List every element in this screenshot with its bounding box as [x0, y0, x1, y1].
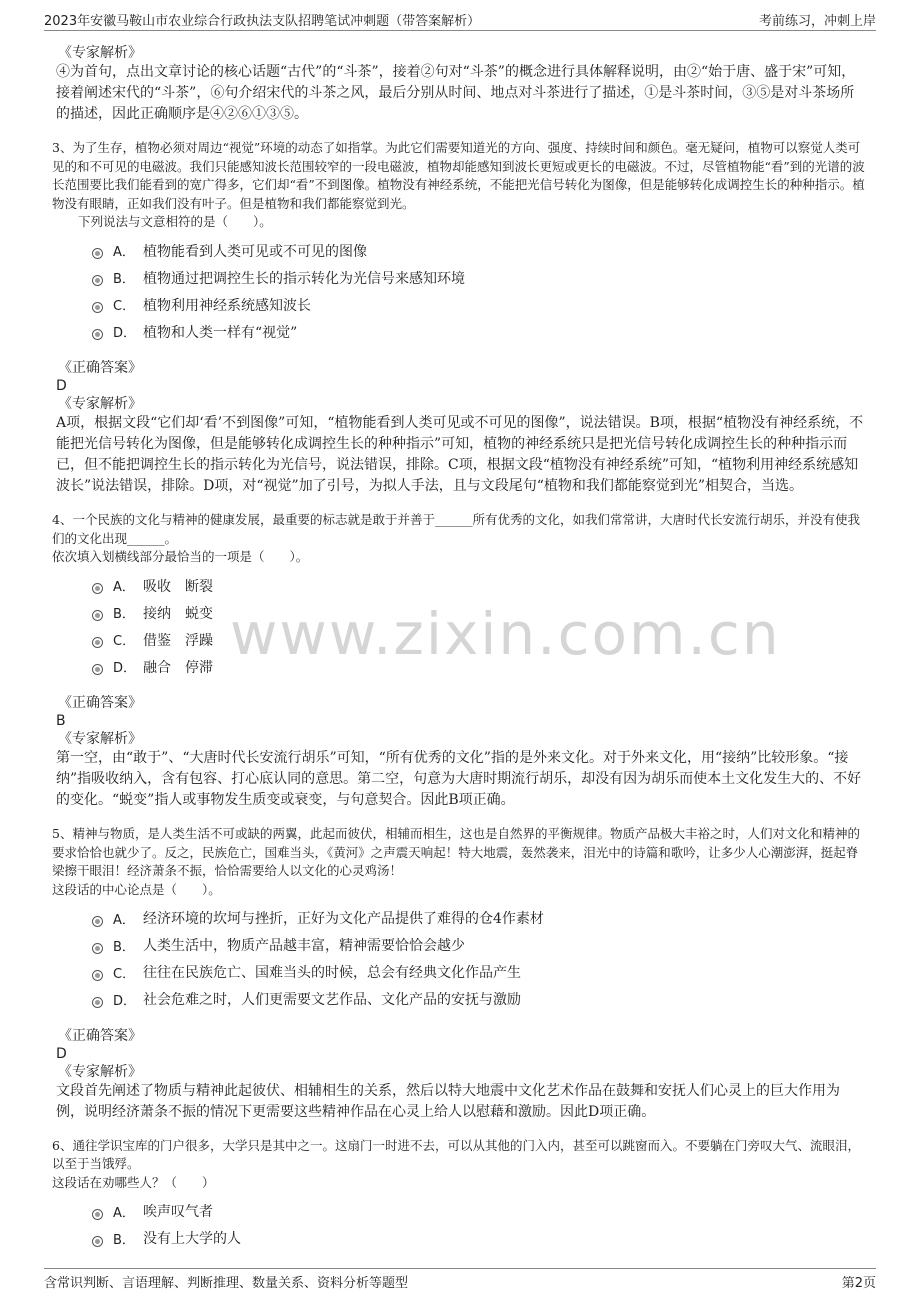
option-letter: D． — [113, 326, 137, 341]
question-6 — [52, 1137, 867, 1252]
radio-icon[interactable] — [92, 248, 103, 259]
question-prompt: 这段话的中心论点是（ ）。 — [52, 881, 221, 897]
option-list — [52, 572, 867, 680]
document-title: 2023年安徽马鞍山市农业综合行政执法支队招聘笔试冲刺题（带答案解析） — [44, 14, 481, 29]
expert-analysis-label: 《专家解析》 — [58, 731, 142, 747]
option-text: 植物能看到人类可见或不可见的图像 — [143, 243, 367, 260]
question-text: 4、一个民族的文化与精神的健康发展，最重要的标志就是敢于并善于______所有优秀的文化，如我们常常讲，大唐时代长安流行胡乐，并没有使我们的文化出现______。 — [52, 512, 860, 546]
correct-answer: D — [56, 378, 67, 394]
option-b[interactable] — [52, 932, 867, 959]
option-text: 植物利用神经系统感知波长 — [143, 297, 311, 314]
option-d[interactable] — [52, 318, 867, 345]
expert-analysis-text: A项，根据文段“它们却‘看’不到图像”可知，“植物能看到人类可见或不可见的图像”，说法错误。B项，根据“植物没有神经系统，不能把光信号转化为图像，但是能够转化成调控生长的种种指示”可知，植物的神经系统只是把光信号转化成调控生长的种种指示而已，但不能把调控生长的指示转化为光信号，说法错误，排除。C项，根据文段“植物没有神经系统”可知，“植物利用神经系统感知波长”说法错误，排除。D项，对“视觉”加了引号，为拟人手法，且与文段尾句“植物和我们都能察觉到光”相契合，当选。 — [56, 415, 864, 494]
option-a[interactable] — [52, 572, 867, 599]
radio-icon[interactable] — [92, 637, 103, 648]
question-text: 6、通往学识宝库的门户很多，大学只是其中之一。这扇门一时进不去，可以从其他的门入内，甚至可以跳窗而入。不要躺在门旁叹大气、流眼泪，以至于当饿殍。 — [52, 1137, 860, 1171]
option-letter: C． — [113, 634, 136, 649]
option-b[interactable] — [52, 264, 867, 291]
option-a[interactable] — [52, 1198, 867, 1225]
option-letter: D． — [113, 661, 137, 676]
option-text: 接纳 蜕变 — [143, 605, 213, 622]
expert-analysis-text: ④为首句，点出文章讨论的核心话题“古代”的“斗茶”，接着②句对“斗茶”的概念进行具体解释说明，由②“始于唐、盛于宋”可知，接着阐述宋代的“斗茶”，⑥句介绍宋代的斗茶之风，最后分别从时间、地点对斗茶进行了描述，①是斗茶时间，③⑤是对斗茶场所的描述，因此正确顺序是④②⑥①③⑤。 — [56, 64, 856, 122]
radio-icon[interactable] — [92, 275, 103, 286]
question-text: 5、精神与物质，是人类生活不可或缺的两翼，此起而彼伏，相辅而相生，这也是自然界的平衡规律。物质产品极大丰裕之时，人们对文化和精神的要求恰恰也就少了。反之，民族危亡，国难当头，《黄河》之声震天响起！特大地震，轰然袭来，泪光中的诗篇和歌吟，让多少人心潮澎湃，挺起脊梁擦干眼泪！经济萧条不振，恰恰需要给人以文化的心灵鸡汤！ — [52, 826, 860, 878]
option-text: 往往在民族危亡、国难当头的时候，总会有经典文化作品产生 — [143, 965, 521, 981]
option-letter: B． — [113, 607, 135, 622]
option-text: 社会危难之时，人们更需要文艺作品、文化产品的安抚与激励 — [143, 992, 521, 1008]
option-text: 经济环境的坎坷与挫折，正好为文化产品提供了难得的仓4作素材 — [143, 911, 544, 927]
option-letter: A． — [113, 1205, 135, 1221]
option-c[interactable] — [52, 291, 867, 318]
option-letter: D． — [113, 993, 137, 1009]
question-prompt: 依次填入划横线部分最恰当的一项是（ ）。 — [52, 549, 309, 564]
question-prompt: 下列说法与文意相符的是（ ）。 — [78, 214, 272, 229]
option-letter: A． — [113, 912, 135, 928]
radio-icon[interactable] — [92, 329, 103, 340]
option-b[interactable] — [52, 599, 867, 626]
radio-icon[interactable] — [92, 302, 103, 313]
option-a[interactable] — [52, 905, 867, 932]
page-header — [44, 8, 876, 31]
radio-icon[interactable] — [92, 1236, 103, 1247]
expert-analysis-text: 文段首先阐述了物质与精神此起彼伏、相辅相生的关系，然后以特大地震中文化艺术作品在鼓舞和安抚人们心灵上的巨大作用为例，说明经济萧条不振的情况下更需要这些精神作品在心灵上给人以慰藉和激励。因此D项正确。 — [56, 1082, 840, 1120]
radio-icon[interactable] — [92, 997, 103, 1008]
option-letter: B． — [113, 272, 135, 287]
option-b[interactable] — [52, 1225, 867, 1252]
option-text: 植物和人类一样有“视觉” — [143, 324, 298, 341]
radio-icon[interactable] — [92, 943, 103, 954]
correct-answer: D — [56, 1045, 67, 1062]
correct-answer: B — [56, 713, 66, 729]
correct-answer-label: 《正确答案》 — [58, 695, 142, 711]
question-text: 3、为了生存，植物必须对周边“视觉”环境的动态了如指掌。为此它们需要知道光的方向、强度、持续时间和颜色。毫无疑问，植物可以察觉人类可见的和不可见的电磁波。我们只能感知波长范围较窄的一段电磁波，植物却能感知到波长更短或更长的电磁波。不过，尽管植物能“看”到的光谱的波长范围要比我们能看到的宽广得多，它们却“看”不到图像。植物没有神经系统，不能把光信号转化为图像，但是能够转化成调控生长的种种指示。植物没有眼睛，正如我们没有叶子。但是植物和我们都能察觉到光。 — [52, 140, 865, 211]
option-list — [52, 237, 867, 345]
option-text: 借鉴 浮躁 — [143, 632, 213, 649]
option-letter: C． — [113, 966, 136, 982]
radio-icon[interactable] — [92, 610, 103, 621]
radio-icon[interactable] — [92, 583, 103, 594]
footer-note: 含常识判断、言语理解、判断推理、数量关系、资料分析等题型 — [44, 1276, 409, 1291]
option-d[interactable] — [52, 986, 867, 1013]
header-slogan: 考前练习，冲刺上岸 — [758, 14, 876, 29]
radio-icon[interactable] — [92, 664, 103, 675]
option-text: 植物通过把调控生长的指示转化为光信号来感知环境 — [143, 270, 465, 287]
expert-analysis-label: 《专家解析》 — [58, 1063, 142, 1080]
watermark: www.zixin.com.cn — [230, 600, 781, 668]
option-a[interactable] — [52, 237, 867, 264]
option-letter: B． — [113, 1232, 135, 1248]
option-text: 唉声叹气者 — [143, 1204, 213, 1220]
option-letter: C． — [113, 299, 136, 314]
radio-icon[interactable] — [92, 916, 103, 927]
radio-icon[interactable] — [92, 1209, 103, 1220]
question-5 — [52, 825, 867, 1123]
option-list — [52, 1198, 867, 1252]
option-letter: B． — [113, 939, 135, 955]
expert-analysis-label: 《专家解析》 — [58, 45, 142, 61]
option-text: 人类生活中，物质产品越丰富，精神需要恰恰会越少 — [143, 938, 465, 954]
option-text: 没有上大学的人 — [143, 1231, 241, 1247]
question-3 — [52, 139, 867, 497]
question-4 — [52, 511, 867, 811]
expert-analysis-text: 第一空，由“敢于”、“大唐时代长安流行胡乐”可知，“所有优秀的文化”指的是外来文化。对于外来文化，用“接纳”比较形象。“接纳”指吸收纳入，含有包容、打心底认同的意思。第二空，句意为大唐时期流行胡乐，却没有因为胡乐而使本土文化发生大的、不好的变化。“蜕变”指人或事物发生质变或衰变，与句意契合。因此B项正确。 — [56, 750, 862, 808]
correct-answer-label: 《正确答案》 — [58, 360, 142, 376]
question-prompt: 这段话在劝哪些人？（ ） — [52, 1174, 215, 1190]
option-text: 吸收 断裂 — [143, 578, 213, 595]
option-c[interactable] — [52, 959, 867, 986]
page-footer — [44, 1268, 876, 1289]
radio-icon[interactable] — [92, 970, 103, 981]
option-letter: A． — [113, 245, 135, 260]
option-d[interactable] — [52, 653, 867, 680]
option-text: 融合 停滞 — [143, 659, 213, 676]
option-list — [52, 905, 867, 1013]
page-content — [52, 44, 867, 1266]
correct-answer-label: 《正确答案》 — [58, 1027, 142, 1044]
expert-analysis-label: 《专家解析》 — [58, 396, 142, 412]
option-letter: A． — [113, 580, 135, 595]
page-number: 第2页 — [841, 1276, 876, 1291]
option-c[interactable] — [52, 626, 867, 653]
question-2-tail — [52, 44, 867, 125]
